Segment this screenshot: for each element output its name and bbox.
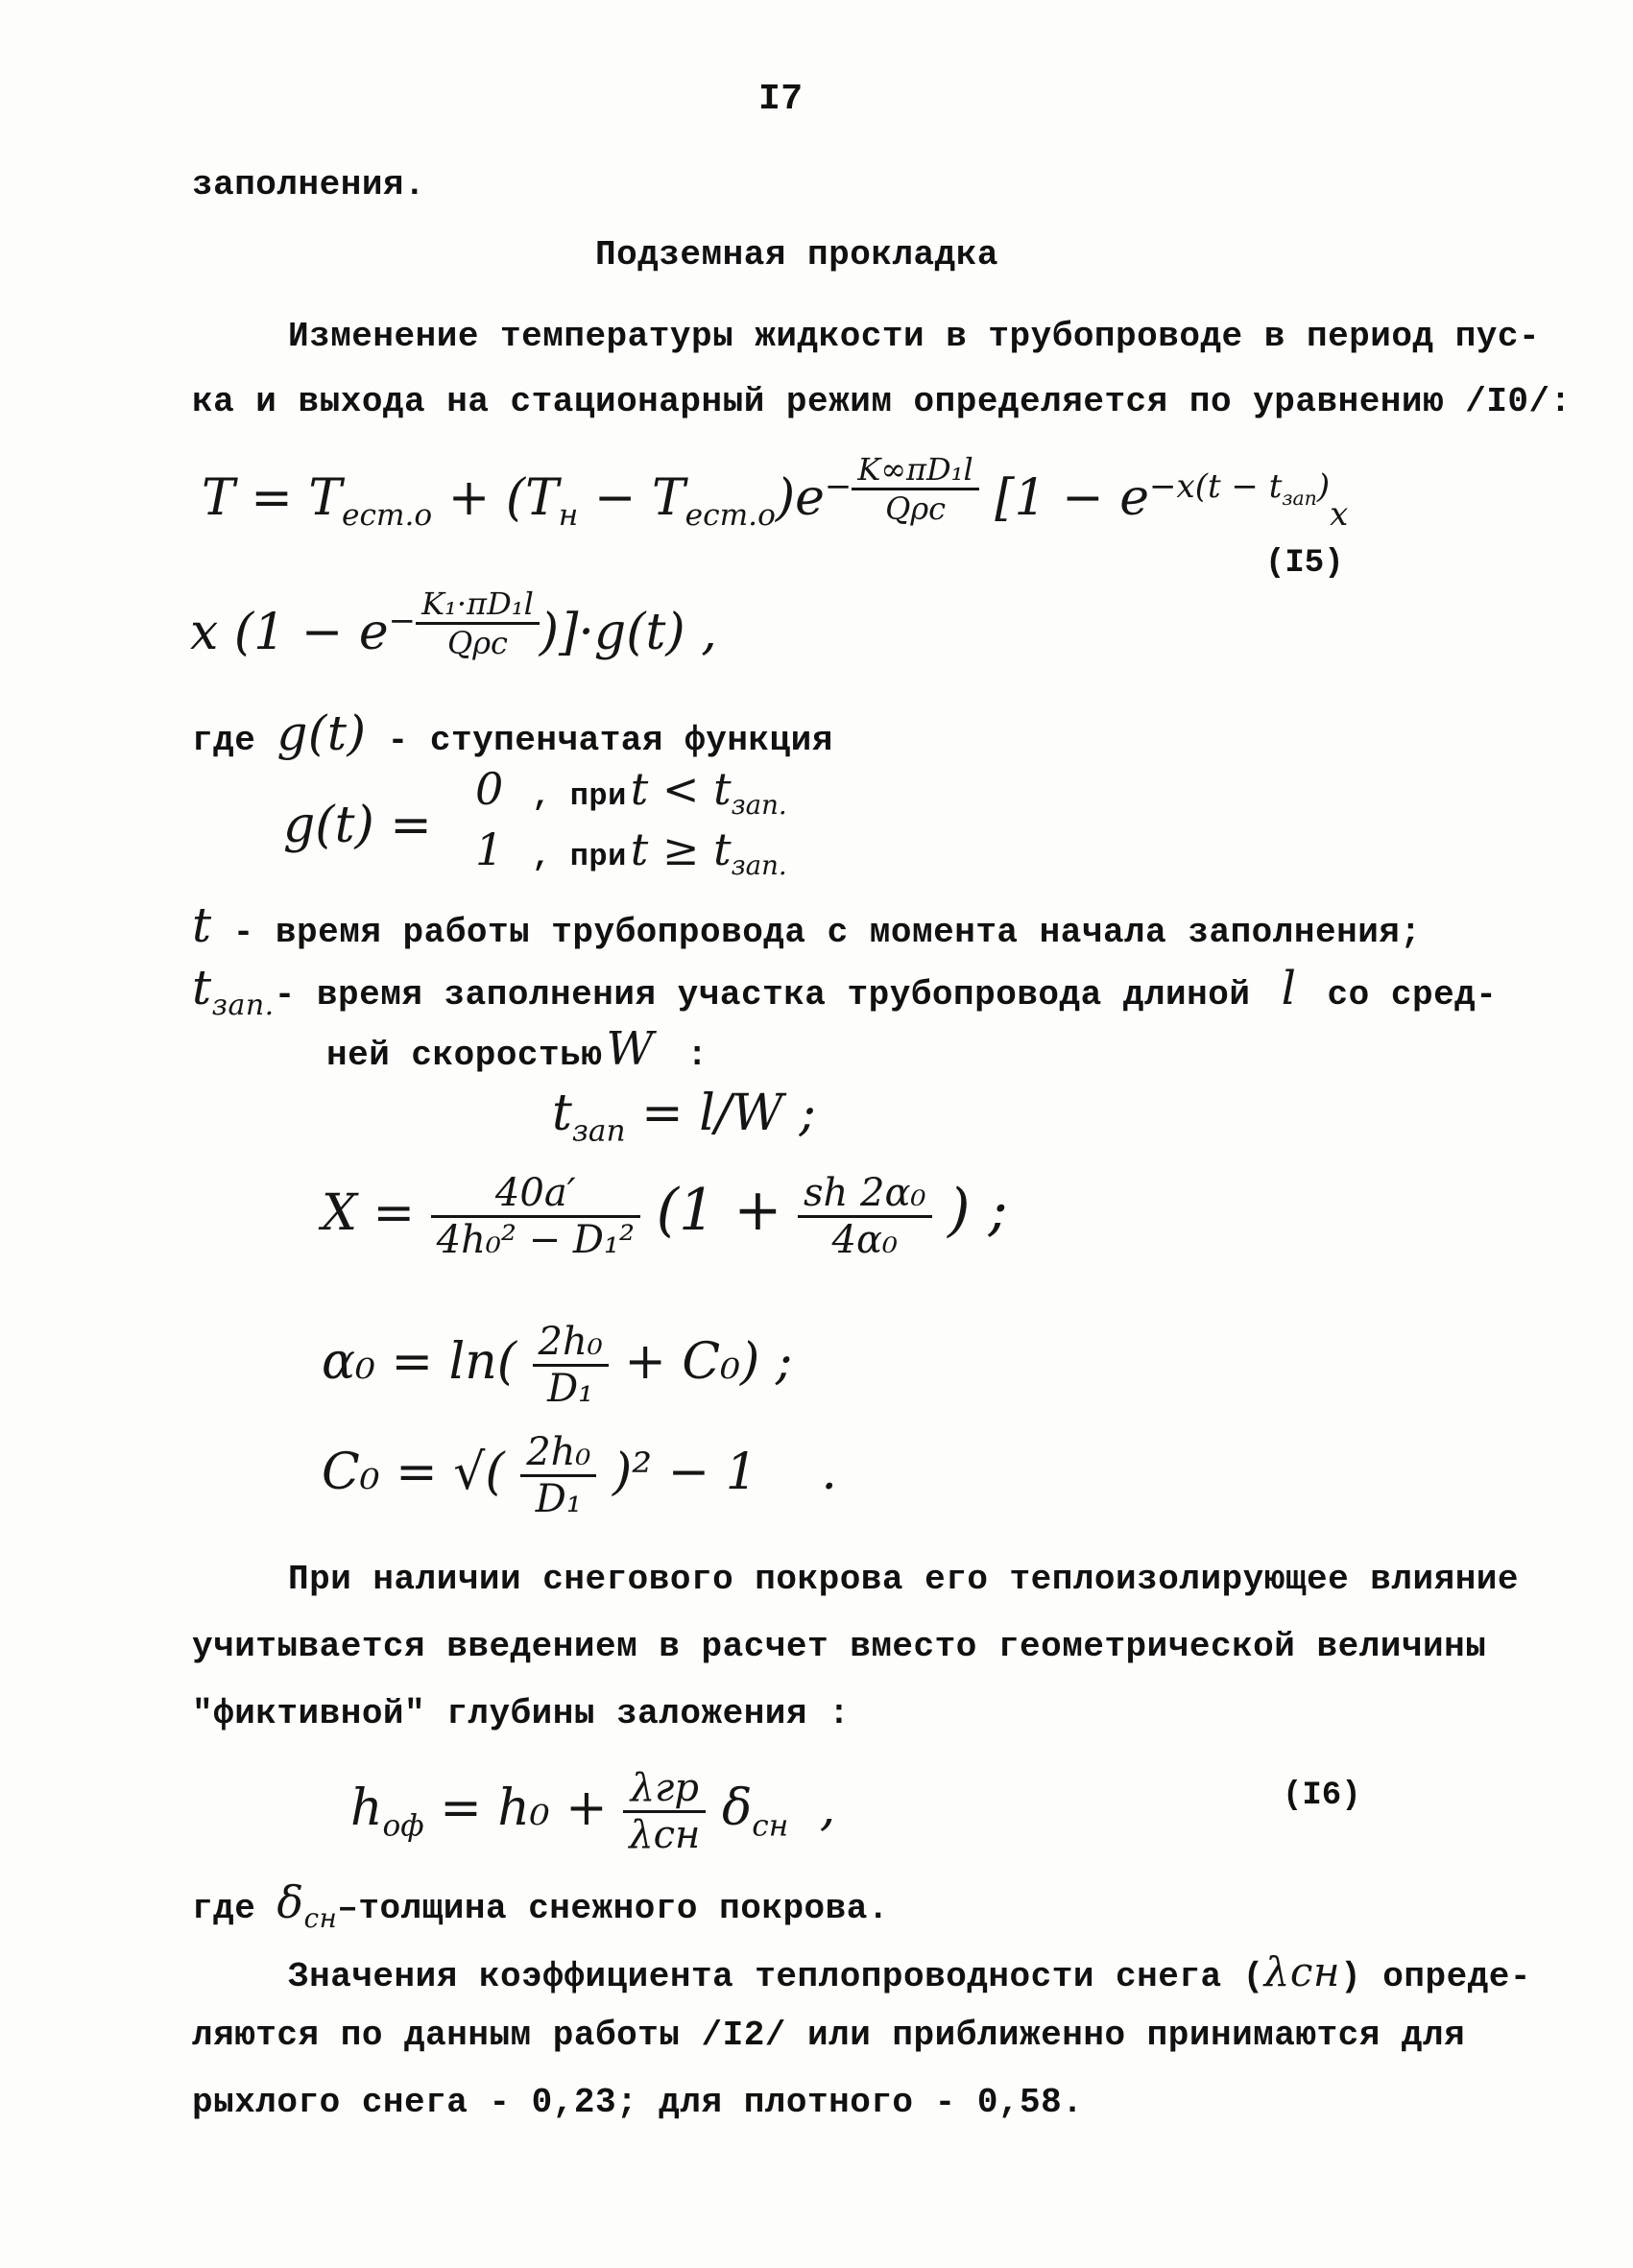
final-paragraph-line-3: рыхлого снега - 0,23; для плотного - 0,58. [192, 2083, 1084, 2122]
equation-16-number: (I6) [1283, 1778, 1361, 1814]
formula-tzap: $t_{зап} = l/W$ ; [552, 1085, 816, 1149]
snow-paragraph-line-3: "фиктивной" глубины заложения : [192, 1694, 851, 1733]
section-title: Подземная прокладка [595, 235, 998, 275]
equation-16: $h_{оф} = h_0$ + $\frac{\text{λгр}}{\text{λсн}}$ $\delta_{сн}$ , [350, 1766, 836, 1857]
intro-line-2: ка и выхода на стационарный режим определяется по уравнению /I0/: [192, 382, 1572, 421]
final-paragraph-line-1: Значения коэффициента теплопроводности снега (λсн) опреде- [288, 1948, 1532, 1996]
equation-15-line-2: x ($1 - e^{- \frac{\text{K₁·πD₁l}}{\text{Qρc}}}$ )]·g(t) , [190, 585, 717, 661]
formula-alpha: α₀ = ln( $\frac{\text{2h₀}}{\text{D₁}}$ + C₀) ; [322, 1320, 793, 1411]
definition-t: t - время работы трубопровода с момента начала заполнения; [192, 897, 1422, 953]
final-paragraph-line-2: ляются по данным работы /I2/ или приближенно принимаются для [192, 2016, 1466, 2055]
definition-tzap: $t_{зап.}-$ время заполнения участка трубопровода длиной l со сред- [192, 960, 1498, 1022]
g-of-t-symbol: g(t) [276, 705, 367, 761]
page-number: I7 [758, 79, 804, 120]
intro-line-1: Изменение температуры жидкости в трубопроводе в период пус- [288, 317, 1541, 356]
snow-paragraph-line-2: учитывается введением в расчет вместо геометрической величины [192, 1627, 1487, 1666]
equation-15-line-1: $T = T_{ест.о} + (T_н - T_{ест.о})e^{- \frac{\text{K∞πD₁l}}{\text{Qρc}}}$ [$1 - e^{-x(t - t_{зап})}_x$ [202, 451, 1349, 535]
prev-paragraph-tail: заполнения. [192, 165, 426, 204]
where-g-line: где g(t) - ступенчатая функция [192, 705, 833, 761]
step-function-lhs: g(t) = [283, 797, 432, 854]
formula-x: X = $\frac{40a'}{\text{4h₀² − D₁²}}$ (1 + $\frac{\text{sh 2α₀}}{\text{4α₀}}$ ) ; [322, 1171, 1008, 1262]
definition-tzap-line-2: ней скоростьюW : [326, 1022, 708, 1076]
formula-c: C₀ = √( $\frac{\text{2h₀}}{\text{D₁}}$ )² − 1 . [322, 1430, 837, 1521]
snow-paragraph-line-1: При наличии снегового покрова его теплоизолирующее влияние [288, 1560, 1520, 1599]
where-delta-line: где $\delta_{сн}$–толщина снежного покрова. [192, 1876, 889, 1935]
step-function-case-1: 0 , при $t < t_{зап.}$ [475, 763, 787, 822]
step-function-case-2: 1 , при $t \ge t_{зап.}$ [475, 824, 787, 882]
equation-15-number: (I5) [1265, 545, 1344, 582]
